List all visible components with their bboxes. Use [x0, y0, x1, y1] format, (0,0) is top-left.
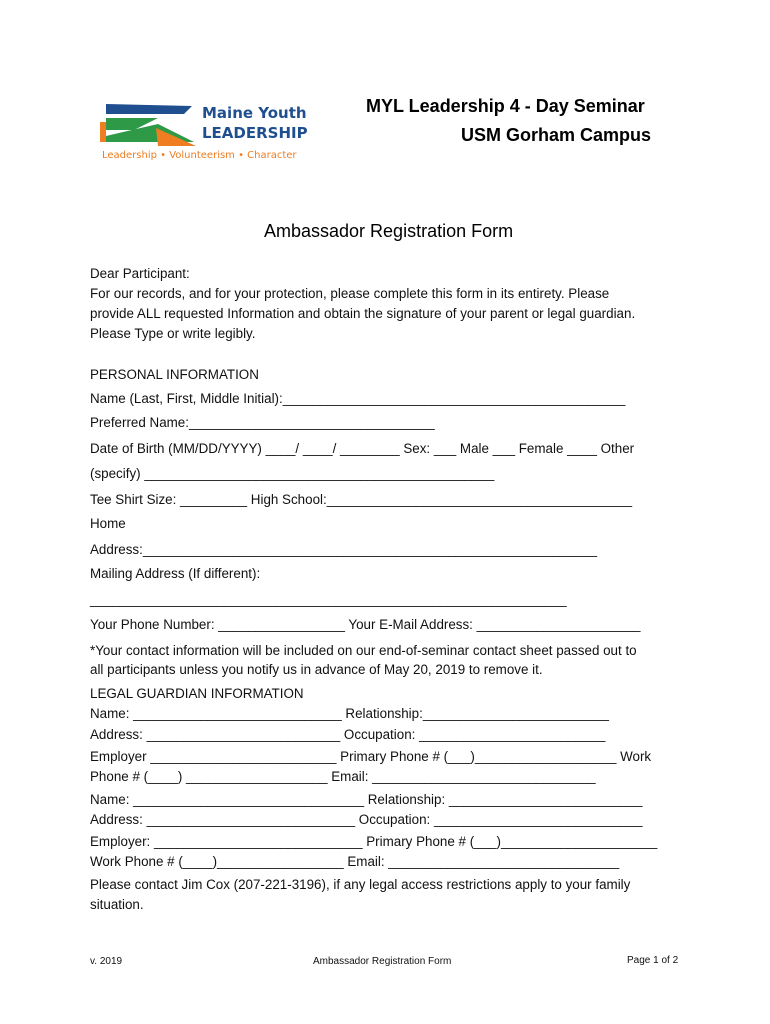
guardian-field-line[interactable]: Address: ____________________________ Occupation: ____________________________: [90, 812, 643, 827]
intro-line: Please Type or write legibly.: [90, 326, 256, 341]
guardian-field-line[interactable]: Work Phone # (____)_________________ Email: _______________________________: [90, 854, 620, 869]
contact-note: all participants unless you notify us in advance of May 20, 2019 to remove it.: [90, 662, 543, 677]
footer-title: Ambassador Registration Form: [313, 956, 452, 967]
home-address-field[interactable]: Address:_____________________________________________________________: [90, 542, 598, 557]
preferred-name-field[interactable]: Preferred Name:_________________________________: [90, 415, 435, 430]
phone-email-field[interactable]: Your Phone Number: _________________ Your E-Mail Address: ______________________: [90, 617, 641, 632]
mailing-address-label: Mailing Address (If different):: [90, 566, 261, 581]
legal-contact-note: Please contact Jim Cox (207-221-3196), if any legal access restrictions apply to your family: [90, 877, 631, 892]
guardian-field-line[interactable]: Name: ____________________________ Relationship:_________________________: [90, 706, 609, 721]
guardian-field-line[interactable]: Address: __________________________ Occupation: _________________________: [90, 727, 606, 742]
logo-name-line1: Maine Youth: [202, 104, 307, 122]
mailing-address-field[interactable]: ________________________________________________________________: [90, 592, 567, 607]
seminar-title: MYL Leadership 4 - Day Seminar: [366, 96, 645, 116]
form-title: Ambassador Registration Form: [264, 221, 514, 241]
intro-line: For our records, and for your protection, please complete this form in its entirety. Please: [90, 286, 610, 301]
home-label: Home: [90, 516, 126, 531]
personal-info-heading: PERSONAL INFORMATION: [90, 367, 259, 382]
campus-title: USM Gorham Campus: [461, 125, 652, 145]
guardian-field-line[interactable]: Name: _______________________________ Relationship: __________________________: [90, 792, 643, 807]
legal-contact-note: situation.: [90, 897, 144, 912]
guardian-field-line[interactable]: Employer _________________________ Primary Phone # (___)___________________ Work: [90, 749, 652, 764]
guardian-field-line[interactable]: Phone # (____) ___________________ Email: ______________________________: [90, 769, 596, 784]
logo-tagline: Leadership • Volunteerism • Character: [102, 150, 297, 161]
name-field[interactable]: Name (Last, First, Middle Initial):______________________________________________: [90, 391, 626, 406]
dob-sex-field[interactable]: Date of Birth (MM/DD/YYYY) ____/ ____/ ________ Sex: ___ Male ___ Female ____ Other: [90, 441, 635, 456]
maine-youth-leadership-logo: [98, 100, 308, 164]
logo-name-line2: LEADERSHIP: [202, 124, 308, 142]
footer-version: v. 2019: [90, 956, 123, 967]
sex-specify-field[interactable]: (specify) _______________________________________________: [90, 466, 495, 481]
guardian-heading: LEGAL GUARDIAN INFORMATION: [90, 686, 304, 701]
guardian-field-line[interactable]: Employer: ____________________________ Primary Phone # (___)_____________________: [90, 834, 658, 849]
logo-mark-icon: [98, 100, 198, 152]
intro-line: provide ALL requested Information and obtain the signature of your parent or legal guardian.: [90, 306, 636, 321]
greeting: Dear Participant:: [90, 266, 190, 281]
footer-page-number: Page 1 of 2: [627, 955, 679, 966]
tee-shirt-school-field[interactable]: Tee Shirt Size: _________ High School:_________________________________________: [90, 492, 633, 507]
contact-note: *Your contact information will be included on our end-of-seminar contact sheet passed out to: [90, 643, 637, 658]
